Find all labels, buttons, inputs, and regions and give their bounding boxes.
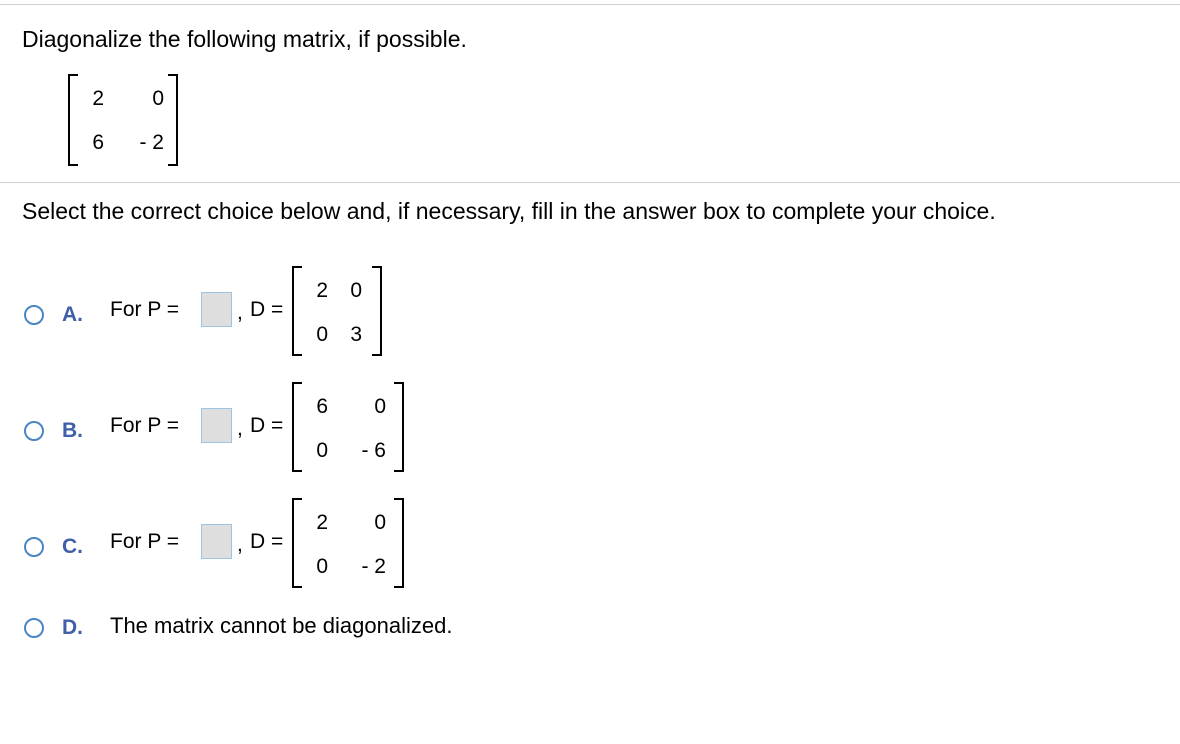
matrix-cell-r1c1: 2 bbox=[316, 511, 328, 534]
choice-a-d-label: D = bbox=[250, 298, 284, 321]
choice-b-for-p-label: For P = bbox=[110, 414, 180, 437]
matrix-cell-r1c1: 6 bbox=[316, 395, 328, 418]
choice-d bbox=[0, 610, 1180, 646]
matrix-cell-r1c2: 0 bbox=[350, 279, 362, 302]
choice-d-text: The matrix cannot be diagonalized. bbox=[110, 613, 453, 638]
choice-a-p-answer-box[interactable] bbox=[201, 292, 232, 327]
choice-b-letter: B. bbox=[62, 419, 83, 442]
choice-b-d-label: D = bbox=[250, 414, 284, 437]
matrix-right-bracket bbox=[372, 266, 382, 356]
question-prompt: Diagonalize the following matrix, if possible. bbox=[22, 26, 467, 52]
choice-b-p-answer-box[interactable] bbox=[201, 408, 232, 443]
top-divider bbox=[0, 4, 1180, 5]
matrix-cell-r2c2: 3 bbox=[350, 323, 362, 346]
matrix-right-bracket bbox=[168, 74, 178, 166]
matrix-left-bracket bbox=[292, 266, 302, 356]
matrix-cell-r2c2: - 2 bbox=[139, 131, 164, 154]
choice-c-radio[interactable] bbox=[24, 537, 44, 557]
choice-a-for-p-label: For P = bbox=[110, 298, 180, 321]
matrix-cell-r2c1: 0 bbox=[316, 555, 328, 578]
instruction-text: Select the correct choice below and, if necessary, fill in the answer box to complete your choice. bbox=[22, 198, 996, 224]
matrix-cell-r1c2: 0 bbox=[374, 395, 386, 418]
matrix-left-bracket bbox=[292, 498, 302, 588]
matrix-cell-r1c1: 2 bbox=[316, 279, 328, 302]
choice-d-letter: D. bbox=[62, 616, 83, 639]
section-divider bbox=[0, 182, 1180, 183]
choice-a-comma: , bbox=[237, 301, 243, 324]
choice-c-p-answer-box[interactable] bbox=[201, 524, 232, 559]
choice-c-comma: , bbox=[237, 533, 243, 556]
choice-b-radio[interactable] bbox=[24, 421, 44, 441]
matrix-cell-r1c2: 0 bbox=[374, 511, 386, 534]
matrix-cell-r1c1: 2 bbox=[92, 87, 104, 110]
choice-b bbox=[0, 382, 1180, 472]
matrix-cell-r1c2: 0 bbox=[152, 87, 164, 110]
choice-c bbox=[0, 498, 1180, 588]
matrix-right-bracket bbox=[394, 382, 404, 472]
choice-a-radio[interactable] bbox=[24, 305, 44, 325]
matrix-cell-r2c2: - 6 bbox=[361, 439, 386, 462]
question-matrix bbox=[68, 74, 178, 166]
choice-c-letter: C. bbox=[62, 535, 83, 558]
matrix-left-bracket bbox=[292, 382, 302, 472]
matrix-cell-r2c1: 0 bbox=[316, 323, 328, 346]
choice-b-matrix bbox=[292, 382, 404, 472]
choice-c-for-p-label: For P = bbox=[110, 530, 180, 553]
choice-a bbox=[0, 266, 1180, 356]
choice-b-comma: , bbox=[237, 417, 243, 440]
matrix-left-bracket bbox=[68, 74, 78, 166]
matrix-cell-r2c1: 6 bbox=[92, 131, 104, 154]
choice-c-d-label: D = bbox=[250, 530, 284, 553]
choice-a-matrix bbox=[292, 266, 382, 356]
choice-d-radio[interactable] bbox=[24, 618, 44, 638]
matrix-cell-r2c2: - 2 bbox=[361, 555, 386, 578]
matrix-right-bracket bbox=[394, 498, 404, 588]
matrix-cell-r2c1: 0 bbox=[316, 439, 328, 462]
choice-a-letter: A. bbox=[62, 303, 83, 326]
choice-c-matrix bbox=[292, 498, 404, 588]
